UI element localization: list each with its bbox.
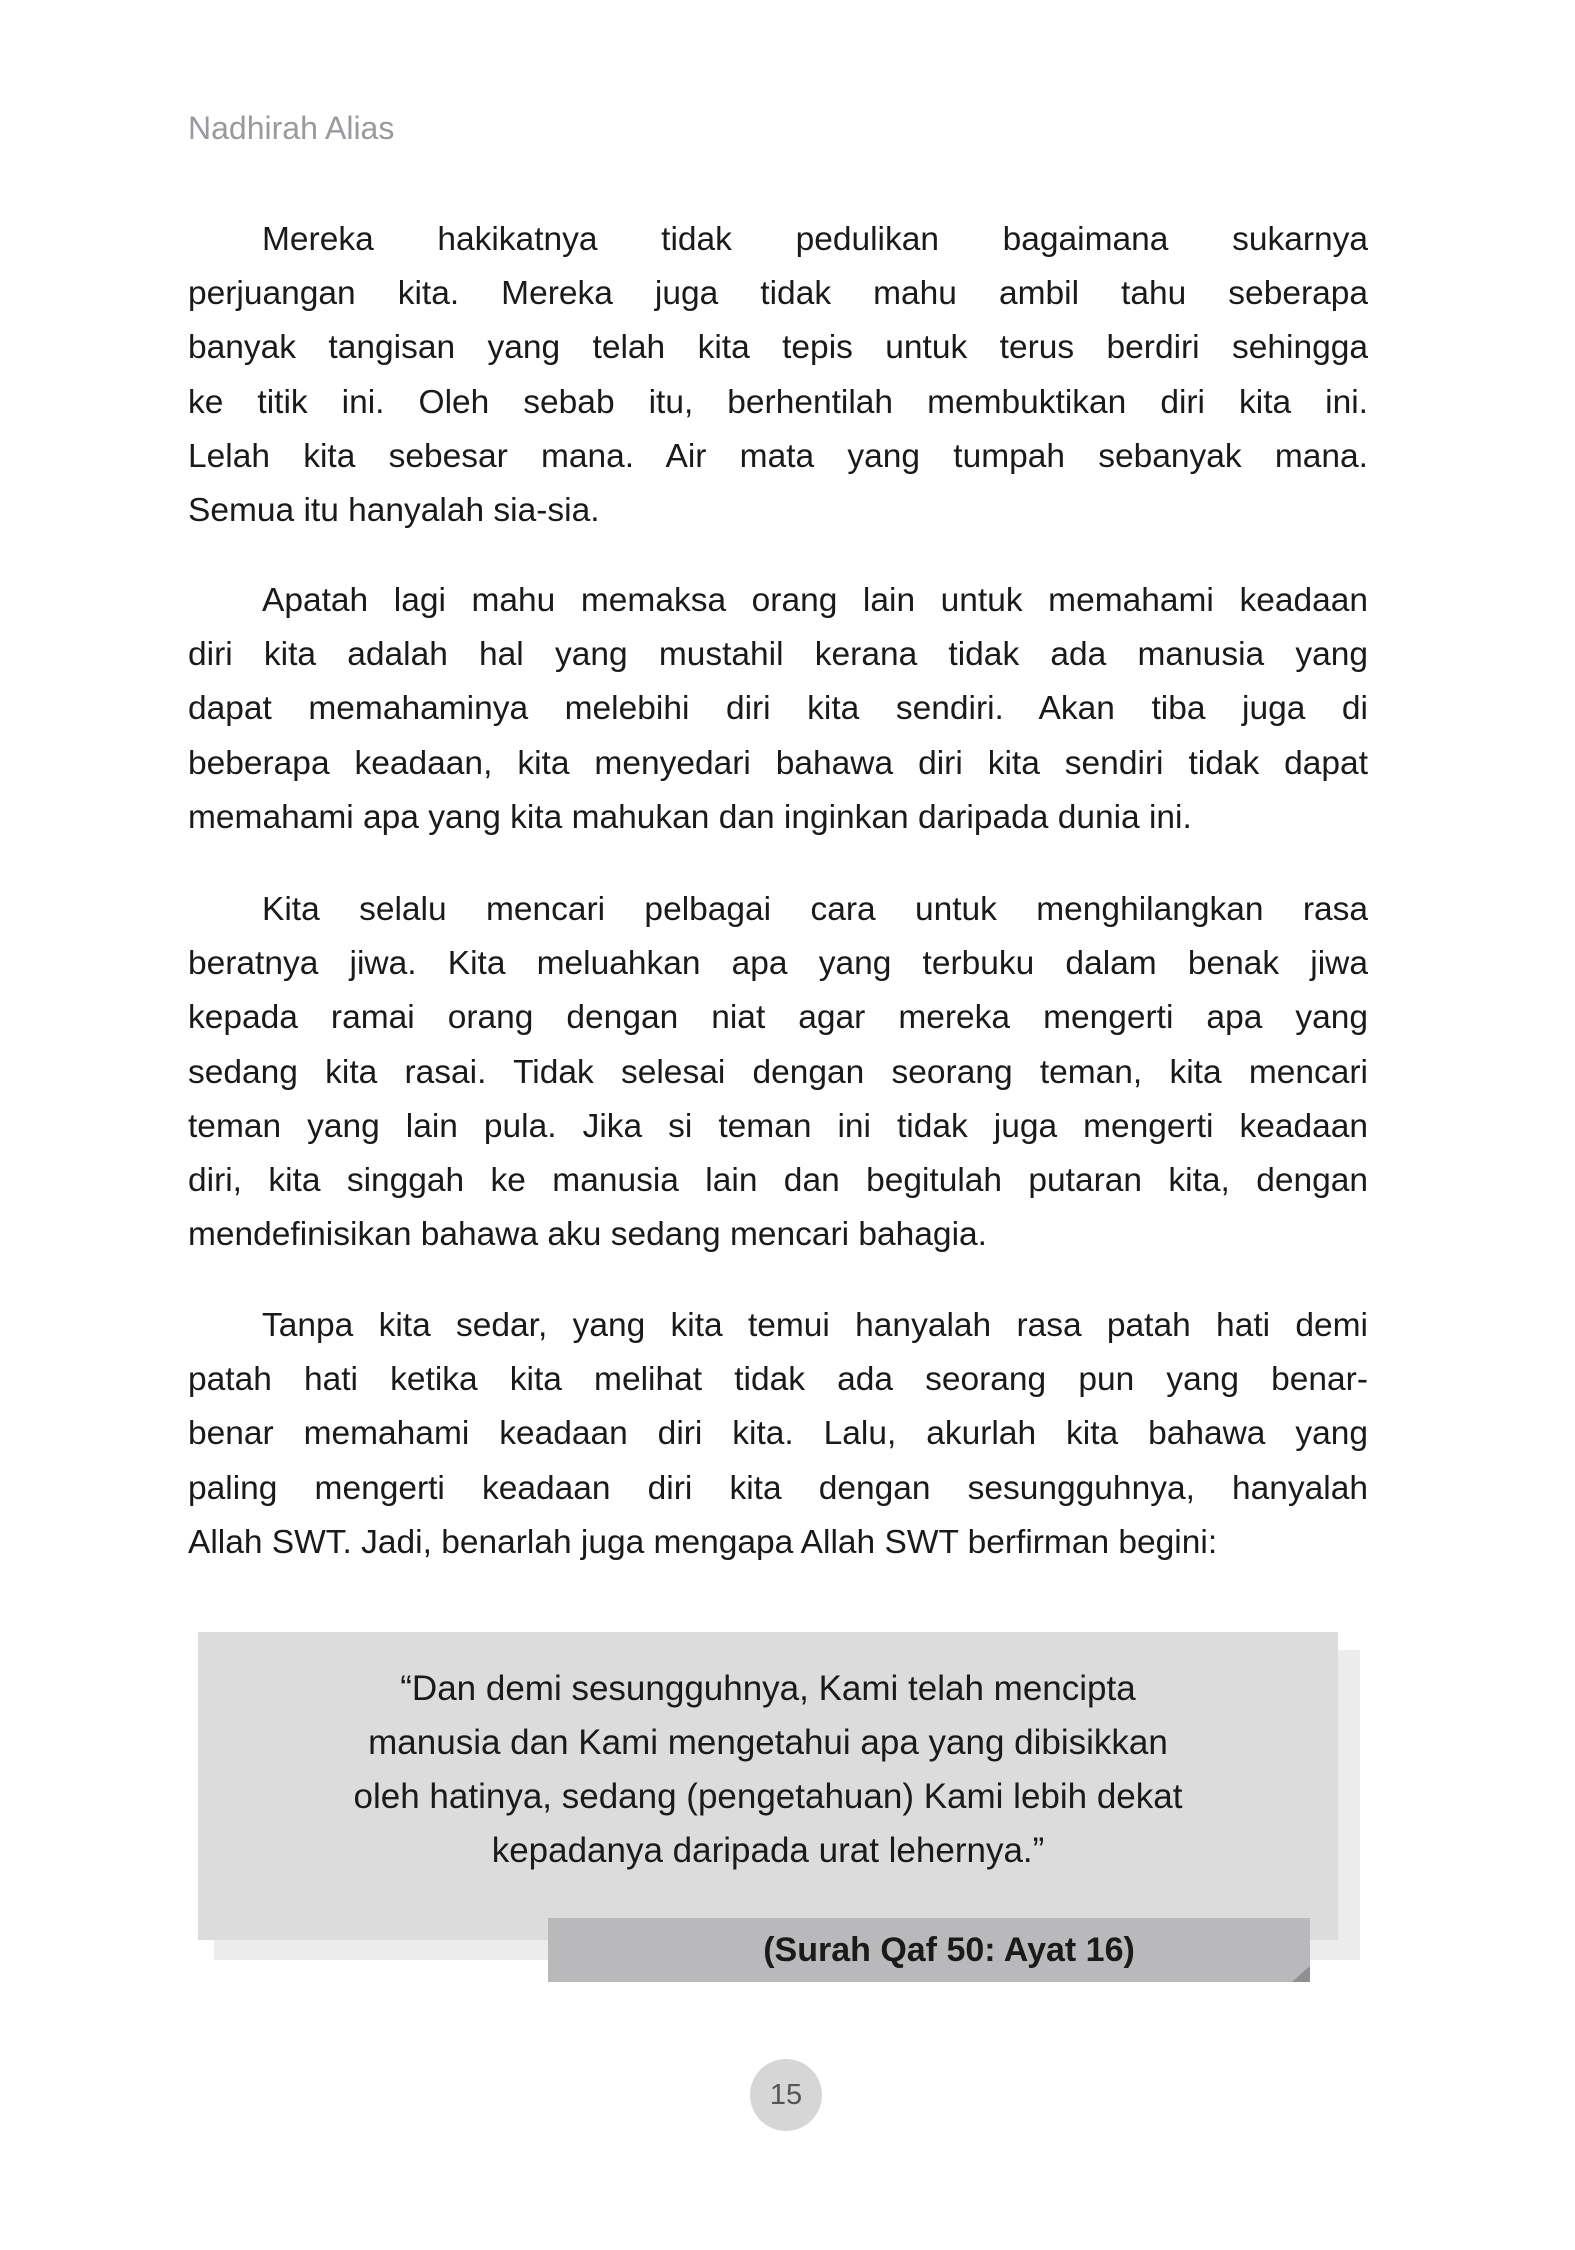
text-line: banyak tangisan yang telah kita tepis untuk terus berdiri sehingga	[188, 329, 1368, 367]
text-line: paling mengerti keadaan diri kita dengan sesungguhnya, hanyalah	[188, 1469, 1368, 1507]
paragraph	[188, 574, 1368, 845]
quote-text	[198, 1662, 1338, 1878]
text-line: beratnya jiwa. Kita meluahkan apa yang terbuku dalam benak jiwa	[188, 945, 1368, 983]
paragraph	[188, 1299, 1368, 1570]
text-line: perjuangan kita. Mereka juga tidak mahu ambil tahu seberapa	[188, 275, 1368, 313]
text-line: diri, kita singgah ke manusia lain dan begitulah putaran kita, dengan	[188, 1161, 1368, 1199]
quote-citation: (Surah Qaf 50: Ayat 16)	[763, 1931, 1135, 1969]
running-header-author: Nadhirah Alias	[188, 110, 395, 146]
text-line: dapat memahaminya melebihi diri kita sendiri. Akan tiba juga di	[188, 690, 1368, 728]
text-line: memahami apa yang kita mahukan dan inginkan daripada dunia ini.	[188, 798, 1192, 836]
text-line: diri kita adalah hal yang mustahil kerana tidak ada manusia yang	[188, 636, 1368, 674]
text-line: benar memahami keadaan diri kita. Lalu, akurlah kita bahawa yang	[188, 1415, 1368, 1453]
text-line: mendefinisikan bahawa aku sedang mencari bahagia.	[188, 1216, 987, 1254]
text-line: kepada ramai orang dengan niat agar mereka mengerti apa yang	[188, 999, 1368, 1037]
text-line: Kita selalu mencari pelbagai cara untuk menghilangkan rasa	[262, 891, 1368, 928]
quote-line: manusia dan Kami mengetahui apa yang dibisikkan	[368, 1723, 1168, 1762]
quote-line: kepadanya daripada urat lehernya.”	[491, 1831, 1045, 1870]
text-line: Tanpa kita sedar, yang kita temui hanyalah rasa patah hati demi	[262, 1307, 1368, 1344]
text-line: Semua itu hanyalah sia-sia.	[188, 491, 600, 529]
text-line: Apatah lagi mahu memaksa orang lain untuk memahami keadaan	[262, 582, 1368, 619]
paragraph	[188, 883, 1368, 1262]
text-line: beberapa keadaan, kita menyedari bahawa diri kita sendiri tidak dapat	[188, 744, 1368, 782]
text-line: Mereka hakikatnya tidak pedulikan bagaimana sukarnya	[262, 221, 1368, 258]
text-line: Allah SWT. Jadi, benarlah juga mengapa Allah SWT berfirman begini:	[188, 1523, 1218, 1561]
text-line: Lelah kita sebesar mana. Air mata yang tumpah sebanyak mana.	[188, 437, 1368, 475]
text-line: sedang kita rasai. Tidak selesai dengan seorang teman, kita mencari	[188, 1053, 1368, 1091]
text-line: ke titik ini. Oleh sebab itu, berhentilah membuktikan diri kita ini.	[188, 383, 1368, 421]
paragraph	[188, 213, 1368, 538]
quote-line: oleh hatinya, sedang (pengetahuan) Kami lebih dekat	[353, 1777, 1183, 1816]
text-line: teman yang lain pula. Jika si teman ini tidak juga mengerti keadaan	[188, 1107, 1368, 1145]
text-line: patah hati ketika kita melihat tidak ada seorang pun yang benar-	[188, 1361, 1368, 1399]
page-number: 15	[750, 2059, 822, 2131]
quote-line: “Dan demi sesungguhnya, Kami telah mencipta	[400, 1669, 1136, 1708]
